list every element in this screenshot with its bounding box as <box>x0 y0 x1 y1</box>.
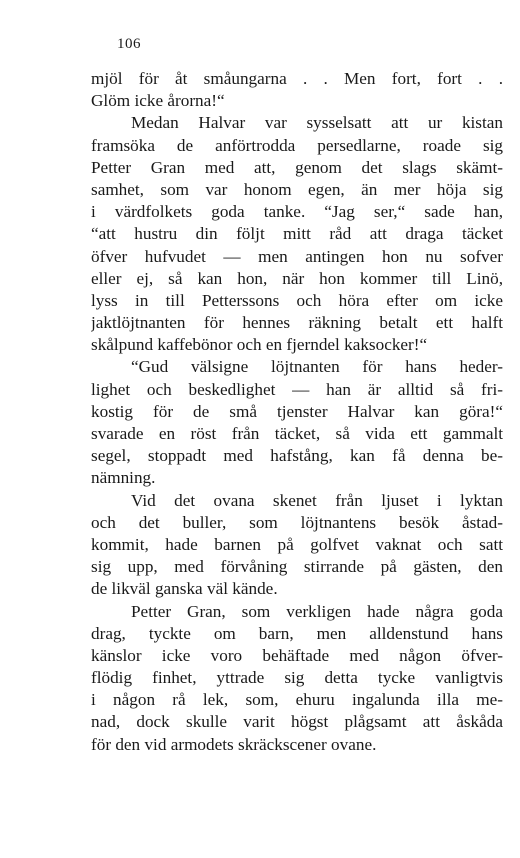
text-line: för den vid armodets skräckscener ovane. <box>91 734 377 754</box>
text-line: Glöm icke årorna!“ <box>91 91 225 111</box>
body-text <box>91 68 503 756</box>
text-line: kostig för de små tjenster Halvar kan göra!“ <box>91 401 503 421</box>
text-line: “Gud välsigne löjtnanten för hans heder- <box>131 357 503 377</box>
text-line: i värdfolkets goda tanke. “Jag ser,“ sade han, <box>91 202 503 222</box>
text-line: flödig finhet, yttrade sig detta tycke vanligtvis <box>91 668 503 688</box>
text-line: samhet, som var honom egen, än mer höja sig <box>91 179 503 199</box>
text-line: jaktlöjtnanten för hennes räkning betalt ett halft <box>91 313 503 333</box>
text-line: Vid det ovana skenet från ljuset i lyktan <box>131 490 503 510</box>
text-line: känslor icke voro behäftade med någon öfver- <box>91 645 503 665</box>
text-line: i någon rå lek, som, ehuru ingalunda illa me- <box>91 690 503 710</box>
text-line: och det buller, som löjtnantens besök åstad- <box>91 512 503 532</box>
text-line: skålpund kaffebönor och en fjerndel kaksocker!“ <box>91 335 428 355</box>
text-line: Medan Halvar var sysselsatt att ur kistan <box>131 113 503 133</box>
text-line: kommit, hade barnen på golfvet vaknat och satt <box>91 534 503 554</box>
text-line: öfver hufvudet — men antingen hon nu sofver <box>91 246 503 266</box>
text-line: framsöka de anförtrodda persedlarne, roade sig <box>91 135 503 155</box>
text-line: lighet och beskedlighet — han är alltid så fri- <box>91 379 503 399</box>
text-line: svarade en röst från täcket, så vida ett gammalt <box>91 424 503 443</box>
text-line: lyss in till Petterssons och höra efter om icke <box>91 290 503 310</box>
page-number: 106 <box>117 36 141 52</box>
text-line: Petter Gran med att, genom det slags skämt- <box>91 157 503 177</box>
text-line: de likväl ganska väl kände. <box>91 579 278 599</box>
text-line: sig upp, med förvåning stirrande på gästen, den <box>91 557 503 577</box>
text-line: “att hustru din följt mitt råd att draga täcket <box>91 224 503 244</box>
text-line: eller ej, så kan hon, när hon kommer till Linö, <box>91 268 503 288</box>
text-line: drag, tyckte om barn, men alldenstund hans <box>91 623 503 643</box>
text-line: segel, stoppadt med hafstång, kan få denna be- <box>91 446 503 466</box>
text-line: nad, dock skulle varit högst plågsamt att åskåda <box>91 712 503 732</box>
text-line: mjöl för åt småungarna . . Men fort, fort . . <box>91 69 503 88</box>
text-line: nämning. <box>91 468 156 488</box>
text-line: Petter Gran, som verkligen hade några goda <box>131 601 503 621</box>
